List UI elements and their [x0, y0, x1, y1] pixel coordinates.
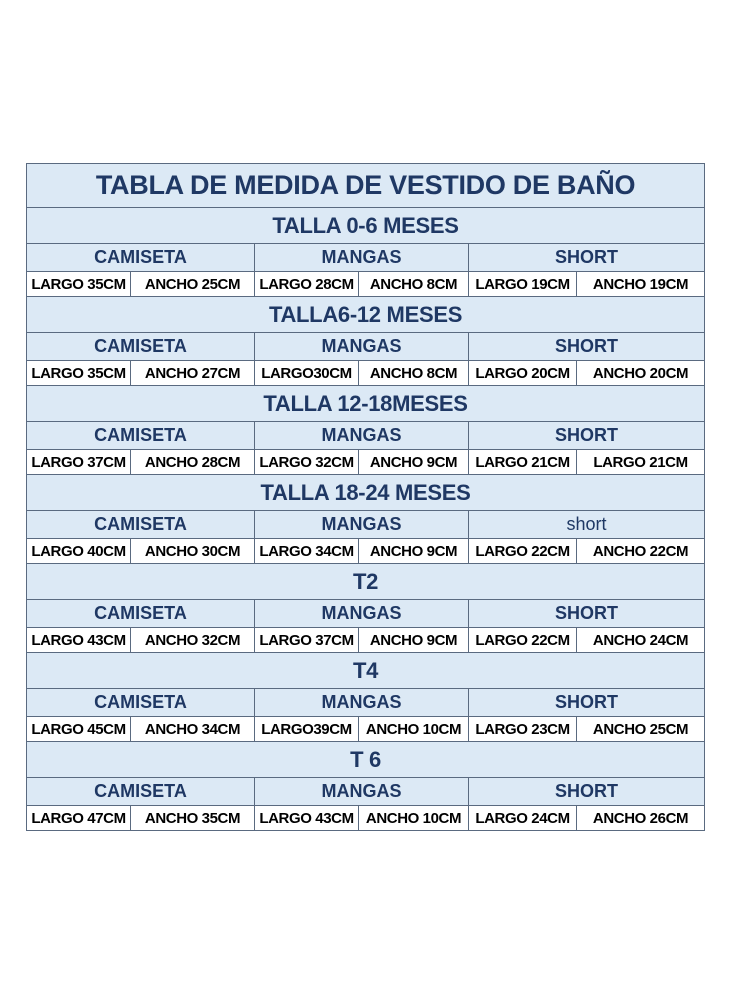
garment-header: CAMISETA: [27, 689, 255, 717]
garment-header: SHORT: [469, 689, 705, 717]
measure-cell: LARGO 43CM: [27, 628, 131, 653]
size-chart-table: [26, 163, 705, 831]
garment-row: [27, 511, 705, 539]
measure-cell: ANCHO 26CM: [577, 806, 705, 831]
measure-cell: ANCHO 30CM: [131, 539, 255, 564]
garment-header: CAMISETA: [27, 511, 255, 539]
measure-cell: LARGO 45CM: [27, 717, 131, 742]
garment-header: MANGAS: [255, 689, 469, 717]
garment-header: MANGAS: [255, 778, 469, 806]
measure-cell: ANCHO 27CM: [131, 361, 255, 386]
size-row: [27, 297, 705, 333]
garment-header: SHORT: [469, 778, 705, 806]
measure-cell: LARGO 22CM: [469, 628, 577, 653]
size-chart-body: [27, 164, 705, 831]
garment-row: [27, 422, 705, 450]
measure-cell: ANCHO 8CM: [359, 361, 469, 386]
measure-cell: ANCHO 19CM: [577, 272, 705, 297]
measure-cell: LARGO 35CM: [27, 361, 131, 386]
measure-cell: LARGO 32CM: [255, 450, 359, 475]
garment-header: CAMISETA: [27, 244, 255, 272]
measure-row: [27, 806, 705, 831]
measure-cell: ANCHO 9CM: [359, 539, 469, 564]
garment-row: [27, 689, 705, 717]
size-label: TALLA 18-24 MESES: [27, 475, 705, 511]
size-row: [27, 742, 705, 778]
garment-header: MANGAS: [255, 333, 469, 361]
measure-cell: LARGO 22CM: [469, 539, 577, 564]
table-title: TABLA DE MEDIDA DE VESTIDO DE BAÑO: [27, 164, 705, 208]
measure-cell: ANCHO 34CM: [131, 717, 255, 742]
measure-row: [27, 628, 705, 653]
measure-cell: LARGO 40CM: [27, 539, 131, 564]
size-row: [27, 653, 705, 689]
size-label: TALLA 12-18MESES: [27, 386, 705, 422]
measure-cell: LARGO 35CM: [27, 272, 131, 297]
size-label: TALLA6-12 MESES: [27, 297, 705, 333]
garment-row: [27, 600, 705, 628]
measure-row: [27, 539, 705, 564]
measure-cell: LARGO 28CM: [255, 272, 359, 297]
measure-cell: ANCHO 24CM: [577, 628, 705, 653]
measure-cell: ANCHO 25CM: [577, 717, 705, 742]
measure-cell: ANCHO 10CM: [359, 806, 469, 831]
size-row: [27, 386, 705, 422]
measure-cell: ANCHO 10CM: [359, 717, 469, 742]
garment-header: SHORT: [469, 244, 705, 272]
garment-header: CAMISETA: [27, 778, 255, 806]
measure-cell: ANCHO 9CM: [359, 628, 469, 653]
measure-cell: ANCHO 8CM: [359, 272, 469, 297]
size-label: TALLA 0-6 MESES: [27, 208, 705, 244]
size-row: [27, 208, 705, 244]
measure-cell: LARGO 21CM: [577, 450, 705, 475]
size-label: T2: [27, 564, 705, 600]
measure-cell: LARGO 24CM: [469, 806, 577, 831]
garment-header: CAMISETA: [27, 422, 255, 450]
garment-row: [27, 333, 705, 361]
measure-cell: LARGO 19CM: [469, 272, 577, 297]
garment-header: SHORT: [469, 600, 705, 628]
garment-header: MANGAS: [255, 511, 469, 539]
measure-cell: LARGO 47CM: [27, 806, 131, 831]
size-label: T 6: [27, 742, 705, 778]
garment-row: [27, 778, 705, 806]
garment-header: MANGAS: [255, 600, 469, 628]
garment-header: MANGAS: [255, 244, 469, 272]
garment-header: SHORT: [469, 333, 705, 361]
garment-header: CAMISETA: [27, 333, 255, 361]
measure-cell: LARGO 23CM: [469, 717, 577, 742]
measure-cell: LARGO 43CM: [255, 806, 359, 831]
garment-row: [27, 244, 705, 272]
title-row: [27, 164, 705, 208]
measure-cell: ANCHO 25CM: [131, 272, 255, 297]
garment-header: MANGAS: [255, 422, 469, 450]
size-label: T4: [27, 653, 705, 689]
size-row: [27, 475, 705, 511]
garment-header: short: [469, 511, 705, 539]
size-row: [27, 564, 705, 600]
measure-row: [27, 450, 705, 475]
measure-cell: LARGO 21CM: [469, 450, 577, 475]
measure-cell: ANCHO 28CM: [131, 450, 255, 475]
measure-cell: ANCHO 35CM: [131, 806, 255, 831]
measure-cell: LARGO 34CM: [255, 539, 359, 564]
garment-header: CAMISETA: [27, 600, 255, 628]
measure-cell: LARGO 20CM: [469, 361, 577, 386]
measure-cell: ANCHO 9CM: [359, 450, 469, 475]
measure-cell: LARGO 37CM: [255, 628, 359, 653]
measure-row: [27, 717, 705, 742]
measure-row: [27, 272, 705, 297]
measure-cell: ANCHO 20CM: [577, 361, 705, 386]
measure-cell: LARGO30CM: [255, 361, 359, 386]
measure-row: [27, 361, 705, 386]
measure-cell: LARGO 37CM: [27, 450, 131, 475]
measure-cell: ANCHO 32CM: [131, 628, 255, 653]
measure-cell: LARGO39CM: [255, 717, 359, 742]
garment-header: SHORT: [469, 422, 705, 450]
measure-cell: ANCHO 22CM: [577, 539, 705, 564]
